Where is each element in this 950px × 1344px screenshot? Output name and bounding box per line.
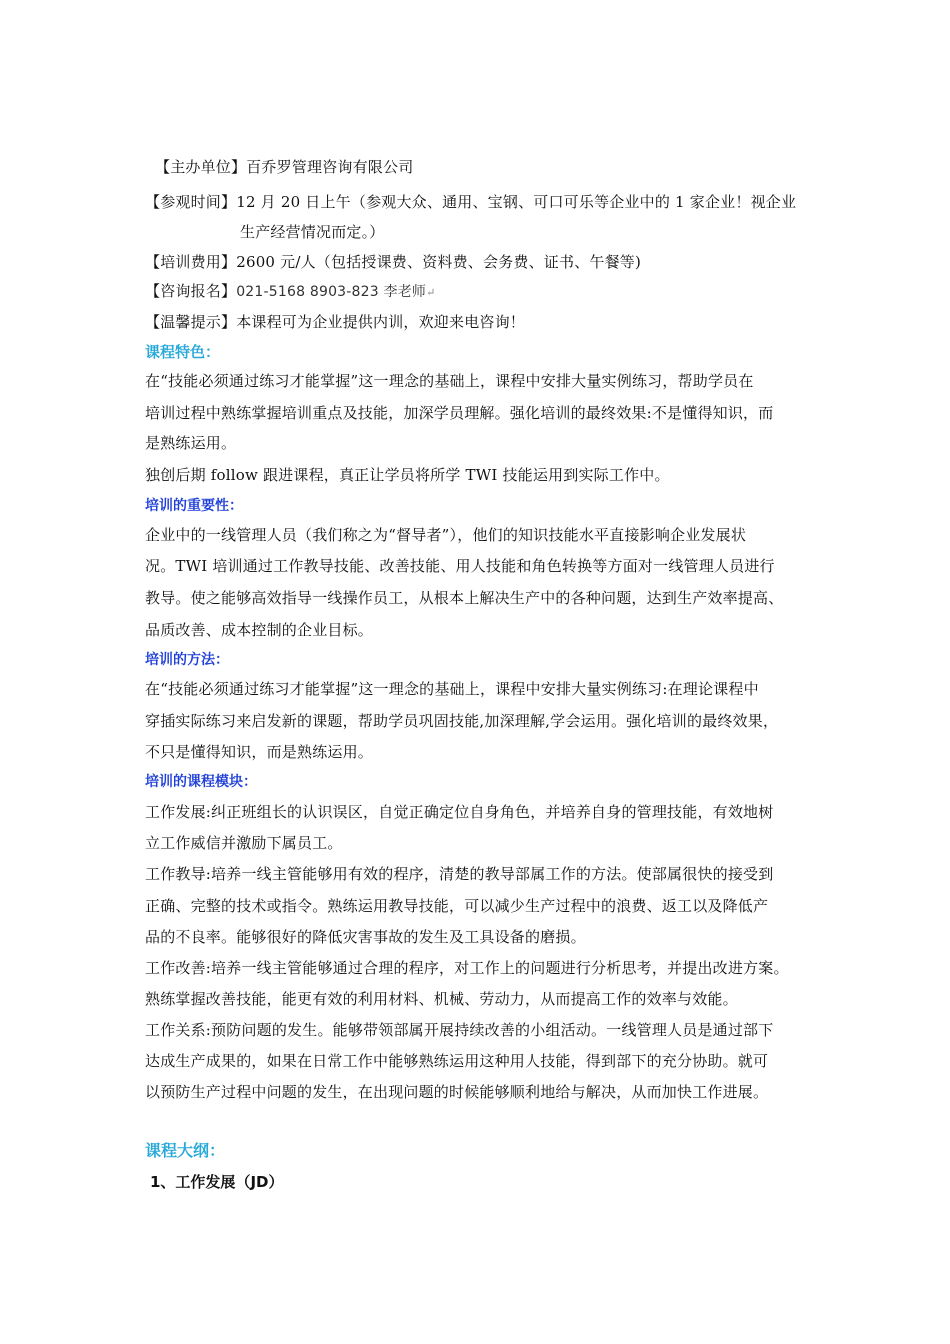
tip-value: 本课程可为企业提供内训，欢迎来电咨询！ [236, 313, 526, 331]
outline-item: 1、工作发展（JD） [150, 1173, 284, 1191]
modules-line: 熟练掌握改善技能，能更有效的利用材料、机械、劳动力，从而提高工作的效率与效能。 [145, 990, 738, 1008]
contact-label: 【咨询报名】 [145, 282, 237, 300]
modules-line: 工作关系:预防问题的发生。能够带领部属开展持续改善的小组活动。一线管理人员是通过部下 [145, 1021, 774, 1039]
method-line: 在“技能必须通过练习才能掌握”这一理念的基础上，课程中安排大量实例练习:在理论课程中 [145, 680, 759, 698]
organizer-line [155, 157, 413, 177]
importance-heading: 培训的重要性： [145, 498, 243, 514]
modules-line: 以预防生产过程中问题的发生，在出现问题的时候能够顺利地给与解决，从而加快工作进展。 [145, 1083, 769, 1101]
method-line: 不只是懂得知识，而是熟练运用。 [145, 743, 374, 761]
contact-line [145, 281, 436, 303]
tip-line [145, 312, 525, 332]
method-heading: 培训的方法： [145, 652, 229, 668]
features-line: 培训过程中熟练掌握培训重点及技能，加深学员理解。强化培训的最终效果:不是懂得知识，而 [145, 404, 774, 422]
features-line: 是熟练运用。 [145, 434, 237, 452]
importance-line: 况。TWI 培训通过工作教导技能、改善技能、用人技能和角色转换等方面对一线管理人员进行 [145, 557, 775, 575]
visit-line-2 [240, 222, 385, 242]
fee-label: 【培训费用】 [145, 253, 237, 271]
contact-value: 021-5168 8903-823 李老师 [236, 284, 427, 300]
visit-line [145, 192, 796, 212]
outline-heading: 课程大纲： [145, 1141, 226, 1160]
modules-line: 工作改善:培养一线主管能够通过合理的程序，对工作上的问题进行分析思考，并提出改进方案。 [145, 959, 789, 977]
features-line: 在“技能必须通过练习才能掌握”这一理念的基础上，课程中安排大量实例练习，帮助学员在 [145, 372, 754, 390]
organizer-value: 百乔罗管理咨询有限公司 [246, 158, 414, 176]
features-heading: 课程特色： [145, 343, 221, 361]
modules-line: 正确、完整的技术或指令。熟练运用教导技能，可以减少生产过程中的浪费、返工以及降低产 [145, 897, 769, 915]
visit-value-2: 生产经营情况而定。） [240, 223, 385, 241]
importance-line: 教导。使之能够高效指导一线操作员工，从根本上解决生产中的各种问题，达到生产效率提高、 [145, 589, 784, 607]
fee-line [145, 252, 641, 272]
modules-line: 工作发展:纠正班组长的认识误区，自觉正确定位自身角色，并培养自身的管理技能，有效地树 [145, 803, 774, 821]
fee-value: 2600 元/人（包括授课费、资料费、会务费、证书、午餐等) [236, 253, 642, 271]
modules-line: 工作教导:培养一线主管能够用有效的程序，清楚的教导部属工作的方法。使部属很快的接受到 [145, 865, 774, 883]
method-line: 穿插实际练习来启发新的课题，帮助学员巩固技能,加深理解,学会运用。强化培训的最终效果， [145, 712, 779, 730]
paragraph-mark-icon: ↵ [426, 286, 436, 299]
modules-heading: 培训的课程模块： [145, 774, 257, 790]
importance-line: 企业中的一线管理人员（我们称之为“督导者”），他们的知识技能水平直接影响企业发展状 [145, 526, 747, 544]
visit-value-1: 12 月 20 日上午（参观大众、通用、宝钢、可口可乐等企业中的 1 家企业！视企业 [236, 193, 797, 211]
tip-label: 【温馨提示】 [145, 313, 237, 331]
modules-line: 达成生产成果的，如果在日常工作中能够熟练运用这种用人技能，得到部下的充分协助。就可 [145, 1052, 769, 1070]
importance-line: 品质改善、成本控制的企业目标。 [145, 621, 374, 639]
organizer-label: 【主办单位】 [155, 158, 247, 176]
modules-line: 立工作威信并激励下属员工。 [145, 834, 343, 852]
modules-line: 品的不良率。能够很好的降低灾害事故的发生及工具设备的磨损。 [145, 928, 586, 946]
features-line: 独创后期 follow 跟进课程，真正让学员将所学 TWI 技能运用到实际工作中。 [145, 466, 670, 484]
visit-label: 【参观时间】 [145, 193, 237, 211]
